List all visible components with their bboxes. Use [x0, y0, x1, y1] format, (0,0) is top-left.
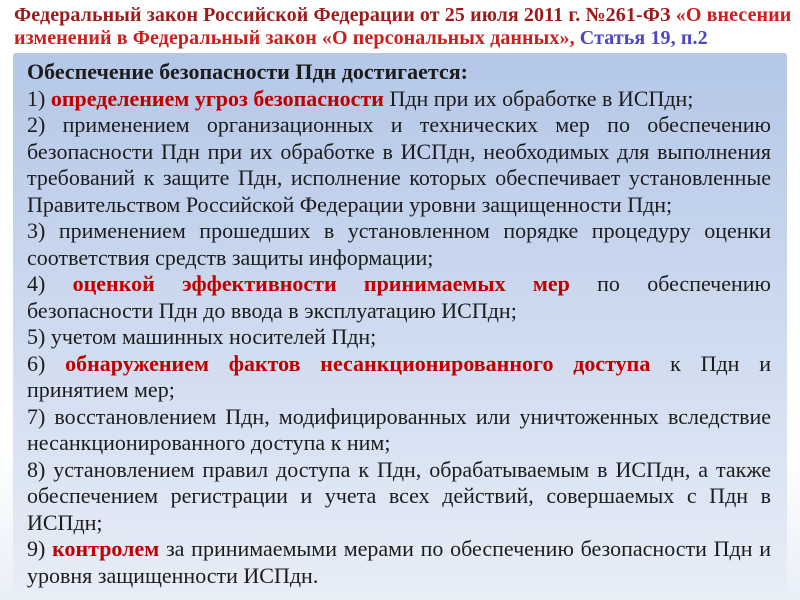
title-amendment: «О внесении изменений в Федеральный закон «О персональных данных», — [14, 4, 792, 49]
body-text: по обеспечению безопасности Пдн до ввода в эксплуатацию ИСПдн; — [27, 271, 771, 323]
list-item — [27, 324, 771, 351]
body-text: 6) — [27, 350, 66, 376]
body-text: за принимаемыми мерами по обеспечению безопасности Пдн и уровня защищенности ИСПдн. — [27, 536, 771, 588]
list-item — [27, 59, 771, 86]
list-item — [27, 218, 771, 271]
body-text: 8) установлением правил доступа к Пдн, обрабатываемым в ИСПдн, а также обеспечением регистрации и учета всех действий, совершаемых с Пдн в ИСПдн; — [27, 456, 771, 535]
title-article-ref: Статья 19, п.2 — [579, 27, 708, 49]
list-item — [27, 351, 771, 404]
list-item — [27, 112, 771, 218]
list-item — [27, 457, 771, 537]
body-text: 1) — [27, 85, 51, 111]
highlight-text: контролем — [52, 536, 160, 561]
page-title — [14, 4, 792, 50]
body-text: 7) восстановлением Пдн, модифицированных или уничтоженных вследствие несанкционированного доступа к ним; — [27, 403, 771, 455]
body-text: 9) — [27, 536, 53, 561]
body-text: 5) учетом машинных носителей Пдн; — [27, 324, 377, 349]
body-text: Пдн при их обработке в ИСПдн; — [383, 85, 694, 111]
list-item — [27, 86, 771, 113]
body-text: Обеспечение безопасности Пдн достигается: — [27, 59, 468, 84]
list-item — [27, 536, 771, 589]
title-law-name: Федеральный закон Российской Федерации от 25 июля 2011 г. №261-ФЗ — [14, 4, 676, 26]
list-item — [27, 404, 771, 457]
law-list — [27, 59, 771, 589]
body-text: 2) применением организационных и технических мер по обеспечению безопасности Пдн при их обработке в ИСПдн, необходимых для выполнения требований к защите Пдн, исполнение которых обеспечивает установленные Правительством Российской Федерации уровни защищенности Пдн; — [27, 112, 771, 217]
body-text: к Пдн и принятием мер; — [27, 350, 771, 402]
highlight-text: оценкой эффективности принимаемых мер — [72, 271, 570, 296]
content-box — [13, 53, 787, 592]
body-text: 3) применением прошедших в установленном порядке процедуру оценки соответствия средств защиты информации; — [27, 218, 771, 270]
body-text: 4) — [27, 271, 73, 296]
list-item — [27, 271, 771, 324]
highlight-text: определением угроз безопасности — [50, 85, 384, 111]
highlight-text: обнаружением фактов несанкционированного доступа — [65, 350, 651, 376]
